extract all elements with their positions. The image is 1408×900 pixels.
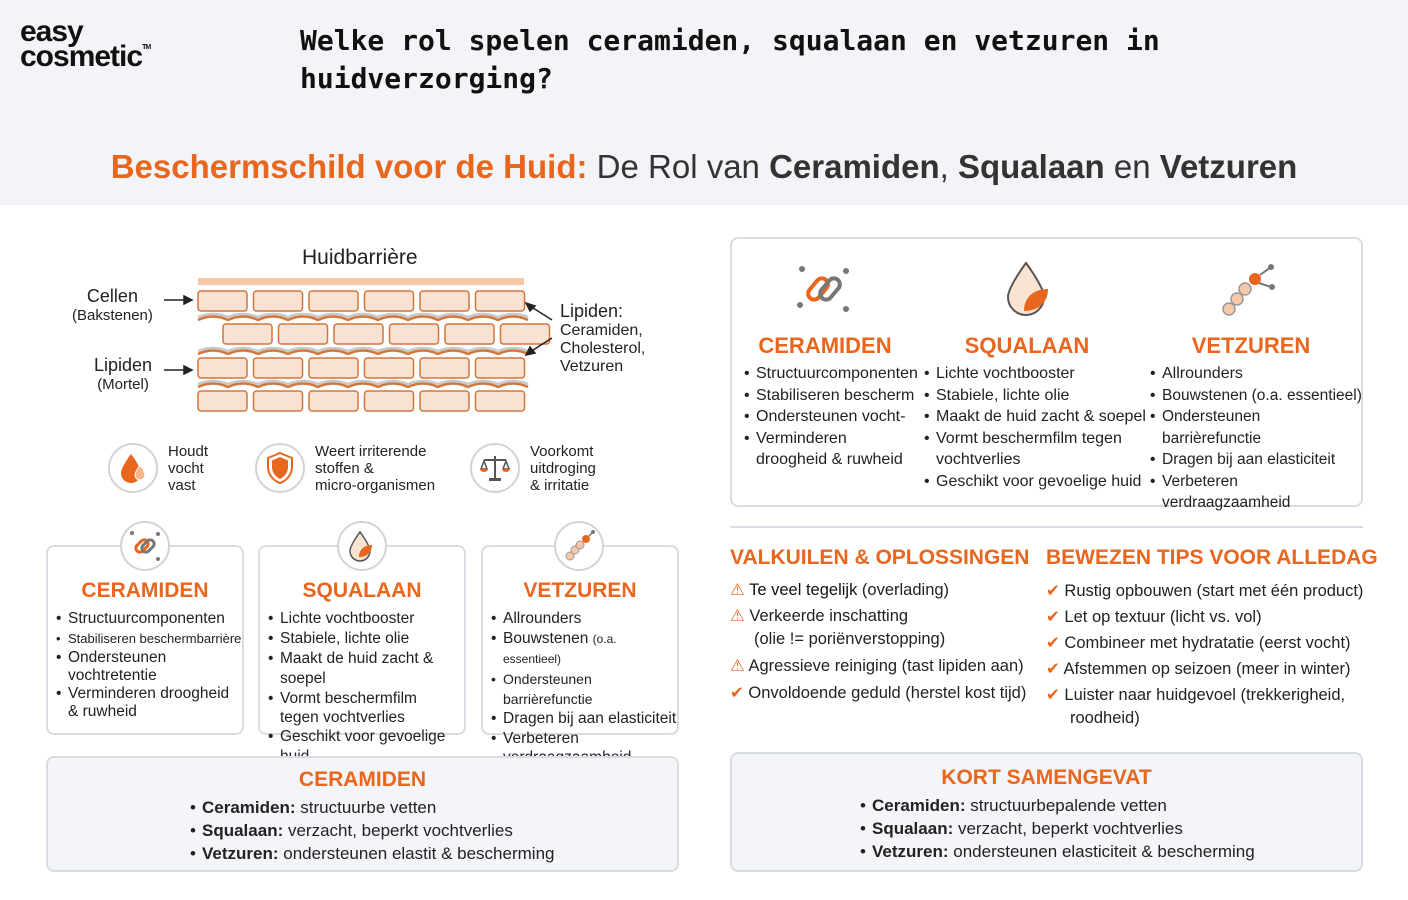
warning-icon: ⚠ bbox=[730, 581, 745, 599]
check-icon: ✔ bbox=[1046, 608, 1060, 626]
skin-cell-brick bbox=[198, 291, 247, 311]
skin-cell-brick bbox=[420, 358, 469, 378]
lipids-label: Lipiden (Mortel) bbox=[94, 355, 153, 393]
card-ceramiden-left: CERAMIDEN • Structuurcomponenten • Stabiliseren beschermbarrière • Ondersteunen vochtretentie • Verminderen droogheid & ruwheid bbox=[46, 545, 244, 735]
pitfalls-title: VALKUILEN & OPLOSSINGEN bbox=[730, 546, 1030, 569]
tip-item: ✔ Let op textuur (licht vs. vol) bbox=[1046, 608, 1262, 626]
check-icon: ✔ bbox=[730, 684, 744, 702]
lipid-fiber bbox=[198, 384, 528, 388]
pitfall-item: ⚠ Agressieve reiniging (tast lipiden aan) bbox=[730, 657, 1024, 675]
card-vetzuren-left: VETZUREN • Allrounders • Bouwstenen (o.a. essentieel) • Ondersteunen barrièrefunctie • Dragen bij aan elasticiteit • Verbeteren bbox=[481, 545, 679, 735]
summary-left-list: • Ceramiden: structuurbe​ vetten • Squalaan: verzacht, beperkt vochtverlies • Vetzuren: ondersteunen elastit & bescherming bbox=[190, 796, 677, 865]
pitfalls-section bbox=[730, 546, 1040, 716]
lipid-fiber bbox=[198, 317, 528, 321]
oil-drop-leaf-icon bbox=[1002, 259, 1056, 324]
tip-item: ✔ Combineer met hydratatie (eerst vocht) bbox=[1046, 634, 1351, 652]
tip-item: ✔ Rustig opbouwen (start met één product) bbox=[1046, 582, 1364, 600]
ceramiden-overview-list: • Structuurcomponenten • Stabiliseren bescherm • Ondersteunen vocht- • Verminderen droogheid & ruwheid bbox=[744, 363, 924, 471]
summary-right-list: • Ceramiden: structuurbepalende vetten • Squalaan: verzacht, beperkt vochtverlies • Vetzuren: ondersteunen elasticiteit & bescherming bbox=[860, 794, 1361, 863]
skin-cell-brick bbox=[476, 291, 525, 311]
skin-barrier-diagram bbox=[60, 240, 680, 430]
chain-link-icon bbox=[794, 259, 854, 324]
shield-icon bbox=[255, 443, 305, 493]
skin-cell-brick bbox=[223, 324, 272, 344]
tips-section bbox=[1046, 546, 1386, 736]
summary-right: KORT SAMENGEVAT • Ceramiden: structuurbepalende vetten • Squalaan: verzacht, beperkt vochtverlies • Vetzuren: ondersteunen elasticiteit & bescherming bbox=[730, 752, 1363, 872]
check-icon: ✔ bbox=[1046, 634, 1060, 652]
infographic-heading: Beschermschild voor de Huid: De Rol van Ceramiden, Squalaan en Vetzuren bbox=[110, 148, 1298, 185]
skin-cell-brick bbox=[309, 291, 358, 311]
skin-cell-brick bbox=[501, 324, 550, 344]
skin-cell-brick bbox=[198, 358, 247, 378]
card-squalaan-left: SQUALAAN • Lichte vochtbooster • Stabiele, lichte olie • Maakt de huid zacht & soepel • Vormt beschermfilm tegen vochtverlies • Geschikt voor gevoelige bbox=[258, 545, 466, 735]
summary-left: CERAMIDEN • Ceramiden: structuurbe​ vetten • Squalaan: verzacht, beperkt vochtverlies • Vetzuren: ondersteunen elastit & bescherming bbox=[46, 756, 679, 872]
balance-scale-icon bbox=[470, 443, 520, 493]
skin-cell-brick bbox=[365, 291, 414, 311]
skin-cell-brick bbox=[309, 358, 358, 378]
brand-logo[interactable]: easy cosmetic™ bbox=[20, 15, 151, 73]
diagram-title: Huidbarrière bbox=[302, 246, 418, 269]
benefit-prevention: Voorkomt uitdroging & irritatie bbox=[470, 443, 640, 497]
vetzuren-list: • Allrounders • Bouwstenen (o.a. essentieel) • Ondersteunen barrièrefunctie • Dragen bij aan elasticiteit • Verbeteren bbox=[491, 609, 677, 767]
tips-title: BEWEZEN TIPS VOOR ALLEDAG bbox=[1046, 546, 1378, 569]
skin-cell-brick bbox=[476, 358, 525, 378]
check-icon: ✔ bbox=[1046, 582, 1060, 600]
skin-cell-brick bbox=[309, 391, 358, 411]
tip-item: ✔ Luister naar huidgevoel (trekkerigheid, roodheid) bbox=[1046, 686, 1346, 727]
cells-label: Cellen (Bakstenen) bbox=[72, 286, 153, 324]
check-icon: ✔ bbox=[1046, 686, 1060, 704]
skin-cell-brick bbox=[334, 324, 383, 344]
vetzuren-overview-list: • Allrounders • Bouwstenen (o.a. essentieel) • Ondersteunen barrièrefunctie • Dragen bij aan elasticiteit • Verbeteren verdraagzaamheid bbox=[1150, 363, 1362, 514]
lipids-composition-label: Lipiden: Ceramiden, Cholesterol, Vetzuren bbox=[560, 301, 646, 375]
molecule-chain-icon bbox=[1217, 257, 1281, 326]
check-icon: ✔ bbox=[1046, 660, 1060, 678]
skin-cell-brick bbox=[254, 291, 303, 311]
pitfall-item: ⚠ Verkeerde inschatting (olie != poriënverstopping) bbox=[730, 607, 946, 648]
skin-cell-brick bbox=[198, 391, 247, 411]
ingredients-overview-card: CERAMIDEN • Structuurcomponenten • Stabiliseren bescherm • Ondersteunen vocht- • Verminderen droogheid & ruwheid SQUALAAN • Lichte vochtbooster • Stabiele, lichte olie • Maakt de huid zacht & soepel • Vormt beschermfilm tegen vochtverlies • Geschikt voor gevoelige huid VETZUREN • Allrounders • Bouwstenen (o.a. essentieel) • Ondersteunen barrièrefunctie • Dragen bij aan elasticiteit • Verbeteren verdraagzaamheid bbox=[730, 237, 1363, 507]
skin-cell-brick bbox=[445, 324, 494, 344]
lipid-fiber bbox=[198, 351, 528, 355]
warning-icon: ⚠ bbox=[730, 657, 745, 675]
oil-drop-leaf-icon bbox=[337, 521, 387, 571]
pitfall-item: ⚠ Te veel tegelijk (overlading) bbox=[730, 581, 950, 599]
header bbox=[0, 0, 1408, 205]
section-divider bbox=[730, 526, 1363, 528]
page-title: Welke rol spelen ceramiden, squalaan en vetzuren in huidverzorging? bbox=[300, 24, 1160, 95]
pitfall-item: ✔ Onvoldoende geduld (herstel kost tijd) bbox=[730, 684, 1027, 702]
tip-item: ✔ Afstemmen op seizoen (meer in winter) bbox=[1046, 660, 1351, 678]
squalaan-overview-list: • Lichte vochtbooster • Stabiele, lichte olie • Maakt de huid zacht & soepel • Vormt beschermfilm tegen vochtverlies • Geschikt voor gevoelige huid bbox=[924, 363, 1149, 492]
benefit-moisture: Houdt vocht vast bbox=[108, 443, 258, 497]
skin-cell-brick bbox=[254, 358, 303, 378]
chain-link-icon bbox=[120, 521, 170, 571]
skin-cell-brick bbox=[365, 358, 414, 378]
skin-cell-brick bbox=[420, 391, 469, 411]
skin-cell-brick bbox=[476, 391, 525, 411]
ceramiden-list: • Structuurcomponenten • Stabiliseren beschermbarrière • Ondersteunen vochtretentie • Verminderen droogheid & ruwheid bbox=[56, 609, 242, 721]
molecule-chain-icon bbox=[554, 521, 604, 571]
skin-cell-brick bbox=[279, 324, 328, 344]
skin-cell-brick bbox=[420, 291, 469, 311]
skin-cell-brick bbox=[365, 391, 414, 411]
skin-cell-brick bbox=[254, 391, 303, 411]
skin-cell-brick bbox=[390, 324, 439, 344]
squalaan-list: • Lichte vochtbooster • Stabiele, lichte olie • Maakt de huid zacht & soepel • Vormt beschermfilm tegen vochtverlies • Geschikt voor gevoelige bbox=[268, 609, 464, 767]
warning-icon: ⚠ bbox=[730, 607, 745, 625]
water-drop-icon bbox=[108, 443, 158, 493]
benefit-protection: Weert irriterende stoffen & micro-organismen bbox=[255, 443, 455, 497]
